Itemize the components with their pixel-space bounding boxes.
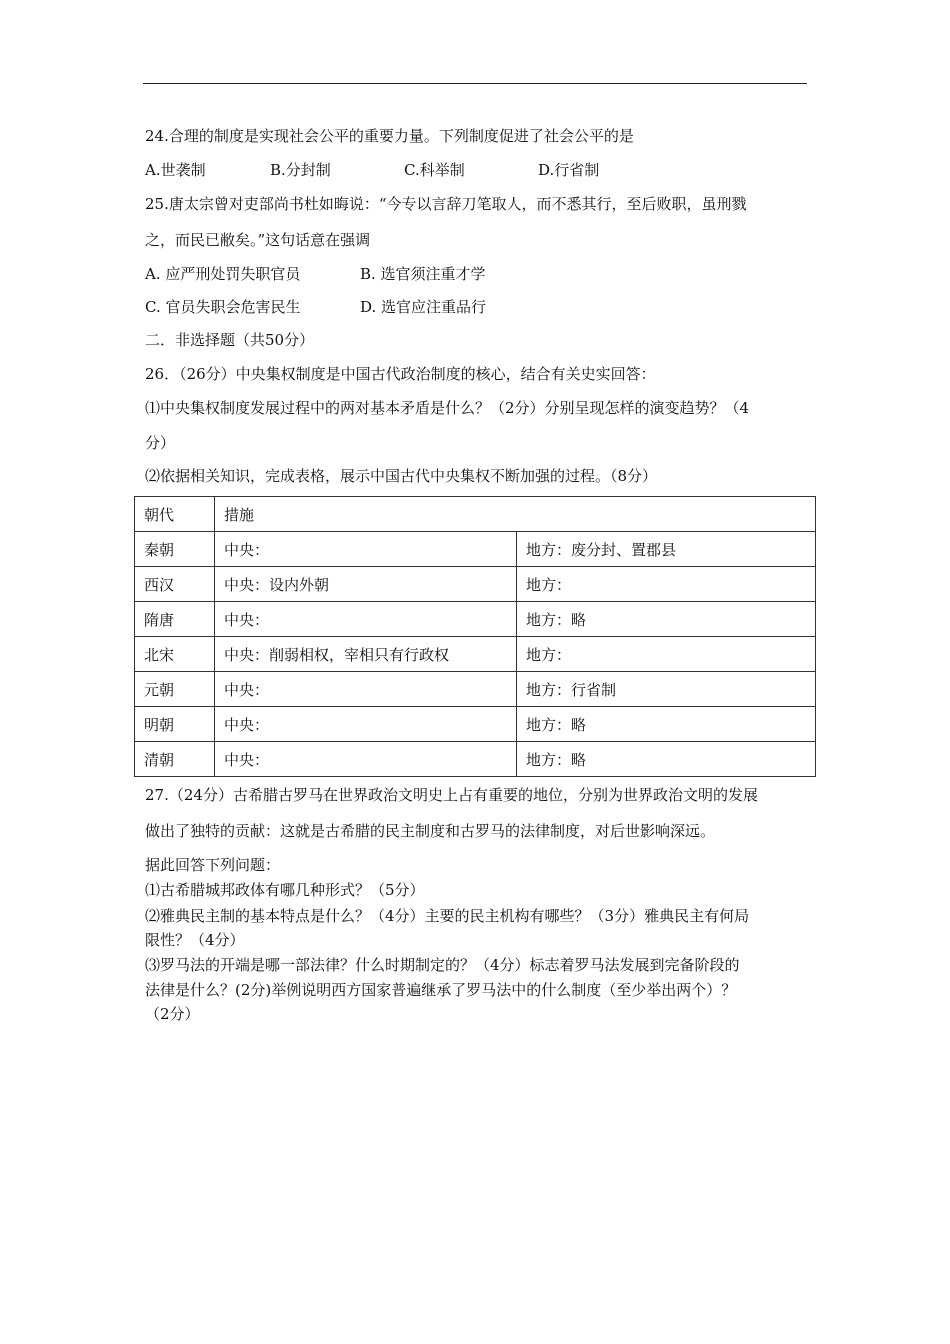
- table-row: [135, 532, 816, 567]
- table-row: [135, 602, 816, 637]
- cell-central: 中央：削弱相权，宰相只有行政权: [215, 637, 517, 672]
- section2-heading: 二．非选择题（共50分）: [145, 331, 315, 349]
- q24-option-c: C.科举制: [404, 161, 465, 179]
- q27-stem-line1: 27.（24分）古希腊古罗马在世界政治文明史上占有重要的地位，分别为世界政治文明的发展: [145, 786, 758, 804]
- table-row: [135, 567, 816, 602]
- cell-central: 中央：: [215, 602, 517, 637]
- q24-stem: 24.合理的制度是实现社会公平的重要力量。下列制度促进了社会公平的是: [145, 127, 634, 145]
- q26-part1-line1: ⑴中央集权制度发展过程中的两对基本矛盾是什么？（2分）分别呈现怎样的演变趋势？（4: [145, 399, 750, 417]
- q27-part2-line1: ⑵雅典民主制的基本特点是什么？（4分）主要的民主机构有哪些？（3分）雅典民主有何局: [145, 907, 750, 925]
- q25-option-d: D. 选官应注重品行: [360, 298, 487, 316]
- table-row: [135, 637, 816, 672]
- cell-local: 地方：略: [517, 742, 816, 777]
- q24-option-a: A.世袭制: [145, 161, 206, 179]
- q27-part3-line2: 法律是什么？(2分)举例说明西方国家普遍继承了罗马法中的什么制度（至少举出两个）？: [145, 981, 737, 999]
- cell-dynasty: 清朝: [135, 742, 215, 777]
- cell-dynasty: 隋唐: [135, 602, 215, 637]
- cell-central: 中央：: [215, 742, 517, 777]
- table-header-row: [135, 497, 816, 532]
- q25-stem-line1: 25.唐太宗曾对吏部尚书杜如晦说：“今专以言辞刀笔取人，而不悉其行，至后败职，虽刑戮: [145, 195, 747, 213]
- table-row: [135, 672, 816, 707]
- cell-dynasty: 明朝: [135, 707, 215, 742]
- table-row: [135, 707, 816, 742]
- cell-central: 中央：: [215, 707, 517, 742]
- q25-stem-line2: 之，而民已敝矣。”这句话意在强调: [145, 231, 371, 249]
- q27-stem-line2: 做出了独特的贡献：这就是古希腊的民主制度和古罗马的法律制度，对后世影响深远。: [145, 822, 716, 840]
- cell-dynasty: 秦朝: [135, 532, 215, 567]
- cell-local: 地方：行省制: [517, 672, 816, 707]
- cell-dynasty: 元朝: [135, 672, 215, 707]
- header-dynasty: 朝代: [135, 497, 215, 532]
- cell-local: 地方：略: [517, 602, 816, 637]
- cell-local: 地方：: [517, 637, 816, 672]
- table-row: [135, 742, 816, 777]
- header-rule: [143, 83, 807, 84]
- q27-stem-line3: 据此回答下列问题：: [145, 856, 281, 874]
- q27-part3-line1: ⑶罗马法的开端是哪一部法律？什么时期制定的？（4分）标志着罗马法发展到完备阶段的: [145, 956, 740, 974]
- cell-local: 地方：略: [517, 707, 816, 742]
- cell-central: 中央：: [215, 532, 517, 567]
- q27-part1: ⑴古希腊城邦政体有哪几种形式？（5分）: [145, 881, 425, 899]
- q25-option-a: A. 应严刑处罚失职官员: [145, 265, 301, 283]
- q27-part2-line2: 限性？（4分）: [145, 931, 245, 949]
- cell-dynasty: 西汉: [135, 567, 215, 602]
- cell-local: 地方：: [517, 567, 816, 602]
- q24-option-d: D.行省制: [538, 161, 600, 179]
- header-measures: 措施: [215, 497, 816, 532]
- q25-option-b: B. 选官须注重才学: [360, 265, 486, 283]
- q26-part2: ⑵依据相关知识，完成表格，展示中国古代中央集权不断加强的过程。（8分）: [145, 467, 658, 485]
- q25-option-c: C. 官员失职会危害民生: [145, 298, 301, 316]
- q26-part1-line2: 分）: [145, 434, 176, 452]
- cell-central: 中央：: [215, 672, 517, 707]
- cell-dynasty: 北宋: [135, 637, 215, 672]
- dynasty-measures-table: [134, 496, 816, 777]
- cell-central: 中央：设内外朝: [215, 567, 517, 602]
- q26-stem: 26．（26分）中央集权制度是中国古代政治制度的核心，结合有关史实回答：: [145, 365, 656, 383]
- q24-option-b: B.分封制: [270, 161, 331, 179]
- q27-part3-line3: （2分）: [145, 1005, 200, 1023]
- cell-local: 地方：废分封、置郡县: [517, 532, 816, 567]
